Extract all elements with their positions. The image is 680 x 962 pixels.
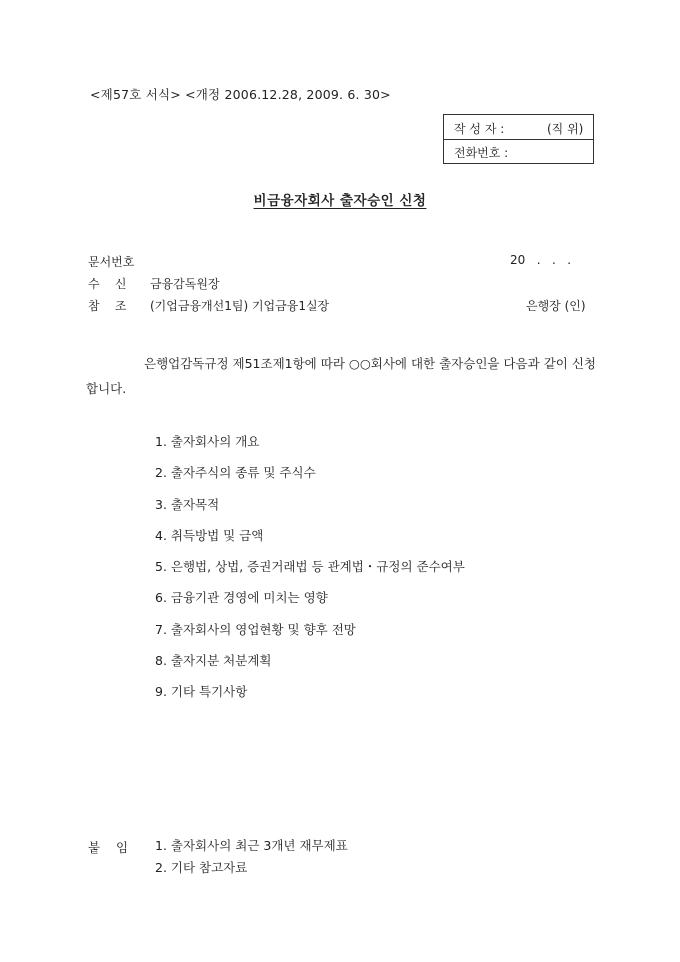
document-title-text: 비금융자회사 출자승인 신청 [253, 193, 427, 209]
author-row [444, 115, 593, 140]
position-label: (직 위) [547, 122, 584, 136]
date-field: 20 . . . [510, 253, 572, 267]
list-item: 3. 출자목적 [155, 496, 220, 512]
reference-label: 참 조 [88, 299, 127, 313]
form-number: <제57호 서식> <개정 2006.12.28, 2009. 6. 30> [90, 87, 391, 102]
attachment-item: 2. 기타 참고자료 [155, 860, 248, 875]
reference-value: (기업금융개선1팀) 기업금융1실장 [150, 299, 330, 313]
list-item: 4. 취득방법 및 금액 [155, 527, 264, 543]
phone-label: 전화번호 : [454, 146, 509, 160]
list-item: 1. 출자회사의 개요 [155, 434, 260, 449]
attachment-item: 1. 출자회사의 최근 3개년 재무제표 [155, 838, 348, 853]
document-title [0, 189, 680, 209]
list-item: 8. 출자지분 처분계획 [155, 653, 272, 669]
phone-row [444, 139, 593, 163]
attachments-list [155, 836, 348, 880]
content-item-list [155, 432, 465, 714]
sender-signature: 은행장 (인) [526, 299, 586, 313]
author-label: 작 성 자 : [454, 122, 505, 136]
recipient-value: 금융감독원장 [150, 277, 220, 291]
doc-number-label: 문서번호 [88, 255, 135, 269]
author-info-box [443, 114, 594, 164]
attachments-label: 붙 임 [88, 840, 129, 855]
list-item: 6. 금융기관 경영에 미치는 영향 [155, 590, 328, 606]
request-body: 은행업감독규정 제51조제1항에 따라 ○○회사에 대한 출자승인을 다음과 같이 신청합니다. [86, 356, 596, 396]
list-item: 7. 출자회사의 영업현황 및 향후 전망 [155, 621, 356, 637]
list-item: 5. 은행법, 상법, 증권거래법 등 관계법・규정의 준수여부 [155, 559, 465, 575]
recipient-label: 수 신 [88, 277, 127, 291]
list-item: 2. 출자주식의 종류 및 주식수 [155, 465, 316, 481]
list-item: 9. 기타 특기사항 [155, 684, 248, 700]
